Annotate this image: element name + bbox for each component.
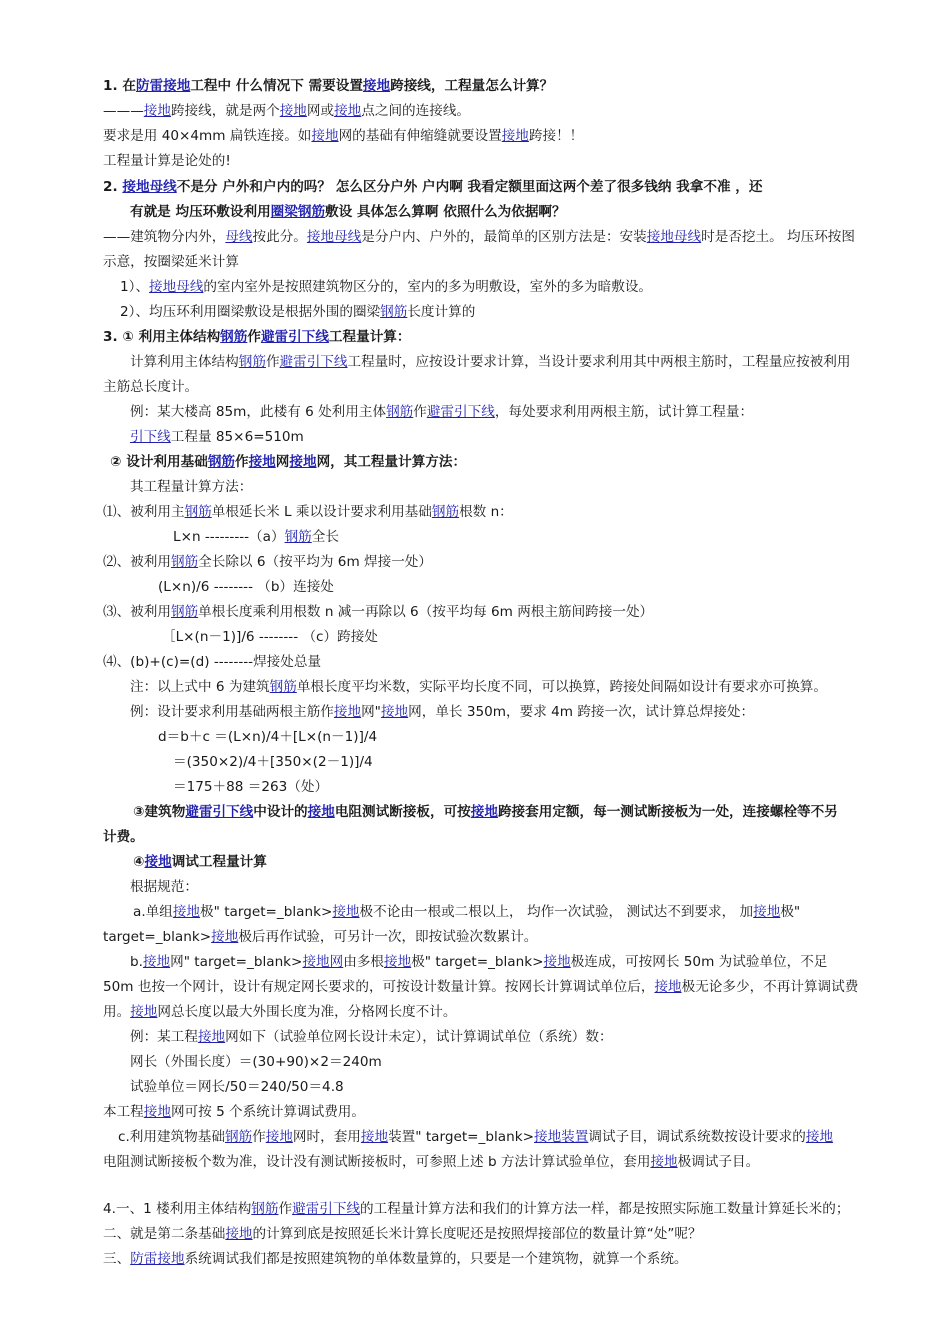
text-line <box>158 727 377 747</box>
text-line <box>130 952 827 972</box>
text-line <box>103 602 653 622</box>
text-run: d＝b＋c ＝(L×n)/4＋[L×(n－1)]/4 <box>158 729 378 745</box>
text-run: 1. 在 <box>103 78 136 94</box>
text-line <box>103 1002 456 1022</box>
term-link[interactable]: 接地 <box>332 904 360 920</box>
text-run: 根据规范： <box>130 879 198 895</box>
text-line <box>103 1199 849 1219</box>
text-run: 作 <box>413 404 427 420</box>
text-run: 敷设 具体怎么算啊 依照什么为依据啊？ <box>325 204 566 220</box>
text-line <box>173 752 373 772</box>
text-run: 全长除以 6（按平均为 6m 焊接一处） <box>198 554 432 570</box>
text-line <box>162 627 378 647</box>
text-run: 示意，按圈梁延米计算 <box>103 254 239 270</box>
text-run: ［L×(n－1)]/6 -------- （c）跨接处 <box>162 629 378 645</box>
text-run: 极" target=_blank> <box>411 954 544 970</box>
term-link[interactable]: 接地 <box>225 1226 253 1242</box>
text-run: ⑶、被利用 <box>103 604 171 620</box>
term-link[interactable]: 钢筋 <box>220 329 248 345</box>
text-run: target=_blank> <box>103 929 212 945</box>
term-link[interactable]: 接地母线 <box>306 229 362 245</box>
term-link[interactable]: 接地 <box>380 704 409 720</box>
text-run: 4.一、1 楼利用主体结构 <box>103 1201 252 1217</box>
text-line <box>130 477 252 497</box>
text-run: 网" <box>361 704 381 720</box>
text-run: 工程中 什么情况下 需要设置 <box>190 78 363 94</box>
text-run: 二、就是第二条基础 <box>103 1226 226 1242</box>
text-line <box>130 1052 382 1072</box>
text-line <box>103 1152 759 1172</box>
term-link[interactable]: 钢筋 <box>431 504 460 520</box>
term-link[interactable]: 避雷引下线 <box>292 1201 361 1217</box>
term-link[interactable]: 钢筋 <box>170 604 199 620</box>
text-run: 本工程 <box>103 1104 144 1120</box>
text-line <box>103 101 470 121</box>
text-run: 网总长度以最大外围长度为准，分格网长度不计。 <box>157 1004 457 1020</box>
text-run: ③建筑物 <box>133 804 186 820</box>
text-run: 由多根 <box>343 954 385 970</box>
text-run: 电阻测试断接板，可按 <box>334 804 471 820</box>
text-run: 工程量计算是论处的! <box>103 153 231 169</box>
text-run: 主筋总长度计。 <box>103 379 199 395</box>
term-link[interactable]: 接地 <box>384 954 412 970</box>
text-run: ② 设计利用基础 <box>110 454 208 470</box>
text-run: 例：设计要求利用基础两根主筋作 <box>130 704 334 720</box>
text-run: 中设计的 <box>253 804 308 820</box>
term-link[interactable]: 接地 <box>334 103 362 119</box>
text-run: ⑵、被利用 <box>103 554 171 570</box>
text-run: 网如下（试验单位网长设计未定），试计算调试单位（系统）数： <box>225 1029 613 1045</box>
term-link[interactable]: 接地 <box>470 804 498 820</box>
text-run: 网或 <box>306 103 335 119</box>
term-link[interactable]: 避雷引下线 <box>185 804 254 820</box>
text-run: 调试子目，调试系统数按设计要求的 <box>588 1129 806 1145</box>
term-link[interactable]: 接地 <box>143 103 171 119</box>
text-line <box>130 1027 613 1047</box>
term-link[interactable]: 接地 <box>197 1029 226 1045</box>
text-run: 网长（外围长度）＝(30+90)×2＝240m <box>130 1054 382 1070</box>
text-line <box>103 177 762 197</box>
text-run: 单根延长米 L 乘以设计要求利用基础 <box>211 504 432 520</box>
text-run: 作 <box>252 1129 266 1145</box>
text-line <box>103 977 858 997</box>
text-run: (L×n)/6 -------- （b）连接处 <box>158 579 334 595</box>
text-run: ＝(350×2)/4＋[350×(2－1)]/4 <box>173 754 373 770</box>
term-link[interactable]: 钢筋 <box>170 554 199 570</box>
term-link[interactable]: 避雷引下线 <box>426 404 495 420</box>
text-line <box>103 126 583 146</box>
text-run: 作 <box>247 329 261 345</box>
text-line <box>130 202 566 222</box>
term-link[interactable]: 接地装置 <box>533 1129 589 1145</box>
text-line <box>130 1077 344 1097</box>
text-run: 1）、 <box>120 279 150 295</box>
text-run: 跨接线，工程量怎么计算？ <box>390 78 554 94</box>
term-link[interactable]: 避雷引下线 <box>260 329 329 345</box>
text-run: 作 <box>265 354 280 370</box>
text-run: 单根长度乘利用根数 n 减一再除以 6（按平均每 6m 两根主筋间跨接一处） <box>198 604 654 620</box>
text-line <box>110 452 466 472</box>
text-line <box>103 502 513 522</box>
term-link[interactable]: 防雷接地 <box>135 78 191 94</box>
text-run: 作 <box>235 454 249 470</box>
term-link[interactable]: 接地母线 <box>149 279 204 295</box>
term-link[interactable]: 接地 <box>265 1129 293 1145</box>
text-run: 网" target=_blank> <box>170 954 303 970</box>
term-link[interactable]: 接地 <box>211 929 239 945</box>
text-line <box>133 802 838 822</box>
text-run: b. <box>130 954 143 970</box>
text-line <box>120 277 652 297</box>
text-run: ——建筑物分内外， <box>103 229 226 245</box>
term-link[interactable]: 钢筋 <box>269 679 297 695</box>
text-line <box>130 702 754 722</box>
text-line <box>103 227 855 247</box>
text-run: 2. <box>103 179 123 195</box>
text-run: 不是分 户外和户内的吗？ 怎么区分户外 户内啊 我看定额里面这两个差了很多钱纳 我拿不准 ，还 <box>176 179 763 195</box>
term-link[interactable]: 接地母线 <box>122 179 177 195</box>
term-link[interactable]: 接地 <box>311 128 339 144</box>
term-link[interactable]: 引下线 <box>130 429 171 445</box>
text-run: 调试工程量计算 <box>171 854 267 870</box>
text-line <box>103 327 410 347</box>
text-run: 点之间的连接线。 <box>361 103 471 119</box>
text-line <box>103 377 198 397</box>
term-link[interactable]: 母线 <box>225 229 253 245</box>
text-run: 网可按 5 个系统计算调试费用。 <box>170 1104 365 1120</box>
text-line <box>118 1127 833 1147</box>
text-run: 工程量 85×6=510m <box>170 429 304 445</box>
text-line <box>173 527 339 547</box>
term-link[interactable]: 接地 <box>144 854 172 870</box>
term-link[interactable]: 接地 <box>130 1004 158 1020</box>
term-link[interactable]: 接地 <box>279 103 307 119</box>
text-line <box>103 76 553 96</box>
text-run: 网的基础有伸缩缝就要设置 <box>338 128 502 144</box>
text-run: ④ <box>133 854 145 870</box>
term-link[interactable]: 接地 <box>753 904 781 920</box>
text-line <box>103 827 144 847</box>
text-run: 极后再作试验，可另计一次，即按试验次数累计。 <box>238 929 538 945</box>
text-run: 单根长度平均米数，实际平均长度不同，可以换算，跨接处间隔如设计有要求亦可换算。 <box>296 679 827 695</box>
text-line <box>103 1224 702 1244</box>
text-run: 计费。 <box>103 829 144 845</box>
text-run: 三、 <box>103 1251 131 1267</box>
term-link[interactable]: 接地 <box>172 904 201 920</box>
term-link[interactable]: 接地母线 <box>646 229 702 245</box>
term-link[interactable]: 接地 <box>650 1154 678 1170</box>
text-run: 用。 <box>103 1004 131 1020</box>
text-line <box>133 852 267 872</box>
text-run: 时是否挖土。 均压环按图 <box>701 229 855 245</box>
text-run: 跨接！！ <box>528 128 584 144</box>
text-run: 2）、均压环利用圈梁敷设是根据外围的圈梁 <box>120 304 381 320</box>
term-link[interactable]: 钢筋 <box>207 454 235 470</box>
text-run: 例：某工程 <box>130 1029 198 1045</box>
text-run: 根数 n： <box>459 504 513 520</box>
text-run: 试验单位＝网长/50＝240/50＝4.8 <box>130 1079 344 1095</box>
term-link[interactable]: 接地 <box>362 78 391 94</box>
text-run: 是分户内、户外的，最简单的区别方法是：安装 <box>361 229 647 245</box>
text-run: ，每处要求利用两根主筋，试计算工程量： <box>494 404 754 420</box>
text-line <box>133 902 800 922</box>
text-run: 网，单长 350m，要求 4m 跨接一次，试计算总焊接处： <box>408 704 755 720</box>
text-line <box>103 252 239 272</box>
text-line <box>103 1249 688 1269</box>
term-link[interactable]: 接地 <box>289 454 317 470</box>
term-link[interactable]: 避雷引下线 <box>279 354 348 370</box>
text-run: ＝175＋88 ＝263（处） <box>173 779 329 795</box>
term-link[interactable]: 接地 <box>360 1129 389 1145</box>
term-link[interactable]: 接地网 <box>302 954 344 970</box>
text-line <box>130 877 198 897</box>
text-run: 工程量时，应按设计要求计算，当设计要求利用其中两根主筋时，工程量应按被利用 <box>347 354 851 370</box>
term-link[interactable]: 接地 <box>248 454 276 470</box>
term-link[interactable]: 圈梁钢筋 <box>270 204 326 220</box>
text-run: 跨接套用定额，每一测试断接板为一处，连接螺栓等不另 <box>497 804 838 820</box>
term-link[interactable]: 接地 <box>654 979 682 995</box>
text-run: 有就是 均压环敷设利用 <box>130 204 271 220</box>
text-run: 工程量计算： <box>328 329 411 345</box>
text-line <box>103 1102 365 1122</box>
text-run: 要求是用 40×4mm 扁铁连接。如 <box>103 128 312 144</box>
text-run: 3. ① 利用主体结构 <box>103 329 221 345</box>
text-run: 跨接线，就是两个 <box>170 103 280 119</box>
text-run: 网 <box>275 454 290 470</box>
text-run: 作 <box>278 1201 293 1217</box>
text-run: 网时，套用 <box>292 1129 361 1145</box>
text-run: 极无论多少，不再计算调试费 <box>681 979 859 995</box>
term-link[interactable]: 接地 <box>805 1129 834 1145</box>
term-link[interactable]: 钢筋 <box>238 354 266 370</box>
text-run: 例：某大楼高 85m，此楼有 6 处利用主体 <box>130 404 387 420</box>
text-run: ——— <box>103 103 144 119</box>
term-link[interactable]: 钢筋 <box>386 404 414 420</box>
term-link[interactable]: 接地 <box>307 804 335 820</box>
term-link[interactable]: 防雷接地 <box>130 1251 185 1267</box>
text-run: 长度计算的 <box>407 304 476 320</box>
text-run: 计算利用主体结构 <box>130 354 239 370</box>
text-run: c.利用建筑物基础 <box>118 1129 225 1145</box>
term-link[interactable]: 钢筋 <box>380 304 408 320</box>
term-link[interactable]: 接地 <box>501 128 529 144</box>
text-line <box>130 677 827 697</box>
text-run: 极不论由一根或二根以上， 均作一次试验， 测试达不到要求， 加 <box>359 904 754 920</box>
term-link[interactable]: 钢筋 <box>251 1201 279 1217</box>
text-run: 注：以上式中 6 为建筑 <box>130 679 270 695</box>
term-link[interactable]: 接地 <box>543 954 571 970</box>
text-line <box>130 427 304 447</box>
text-line <box>103 552 432 572</box>
text-run: 电阻测试断接板个数为准，设计没有测试断接板时，可参照上述 b 方法计算试验单位，套用 <box>103 1154 651 1170</box>
text-run: 按此分。 <box>252 229 307 245</box>
text-run: 装置" target=_blank> <box>388 1129 534 1145</box>
text-line <box>103 151 231 171</box>
text-run: 其工程量计算方法： <box>130 479 253 495</box>
text-run: 50m 也按一个网计，设计有规定网长要求的，可按设计数量计算。按网长计算调试单位后， <box>103 979 655 995</box>
text-line <box>130 402 753 422</box>
text-run: L×n ---------（a） <box>173 529 285 545</box>
text-run: 全长 <box>311 529 339 545</box>
text-line <box>103 927 537 947</box>
term-link[interactable]: 接地 <box>143 1104 171 1120</box>
term-link[interactable]: 钢筋 <box>224 1129 253 1145</box>
text-run: 的室内室外是按照建筑物区分的，室内的多为明敷设，室外的多为暗敷设。 <box>203 279 653 295</box>
text-line <box>173 777 328 797</box>
text-run: 的工程量计算方法和我们的计算方法一样，都是按照实际施工数量计算延长米的； <box>360 1201 850 1217</box>
text-run: 极调试子目。 <box>677 1154 760 1170</box>
text-run: 的计算到底是按照延长米计算长度呢还是按照焊接部位的数量计算“处”呢？ <box>252 1226 702 1242</box>
text-run: 系统调试我们都是按照建筑物的单体数量算的，只要是一个建筑物，就算一个系统。 <box>184 1251 688 1267</box>
term-link[interactable]: 接地 <box>333 704 362 720</box>
text-run: ⑷、(b)+(c)=(d) --------焊接处总量 <box>103 654 322 670</box>
text-line <box>158 577 334 597</box>
text-run: 极连成，可按网长 50m 为试验单位，不足 <box>570 954 828 970</box>
term-link[interactable]: 钢筋 <box>284 529 312 545</box>
text-line <box>103 652 321 672</box>
text-line <box>120 302 475 322</box>
text-run: 极" target=_blank> <box>200 904 333 920</box>
term-link[interactable]: 接地 <box>142 954 171 970</box>
term-link[interactable]: 钢筋 <box>184 504 212 520</box>
text-run: 极" <box>780 904 801 920</box>
text-run: a.单组 <box>133 904 173 920</box>
text-run: 网，其工程量计算方法： <box>316 454 467 470</box>
text-run: ⑴、被利用主 <box>103 504 185 520</box>
text-line <box>130 352 850 372</box>
